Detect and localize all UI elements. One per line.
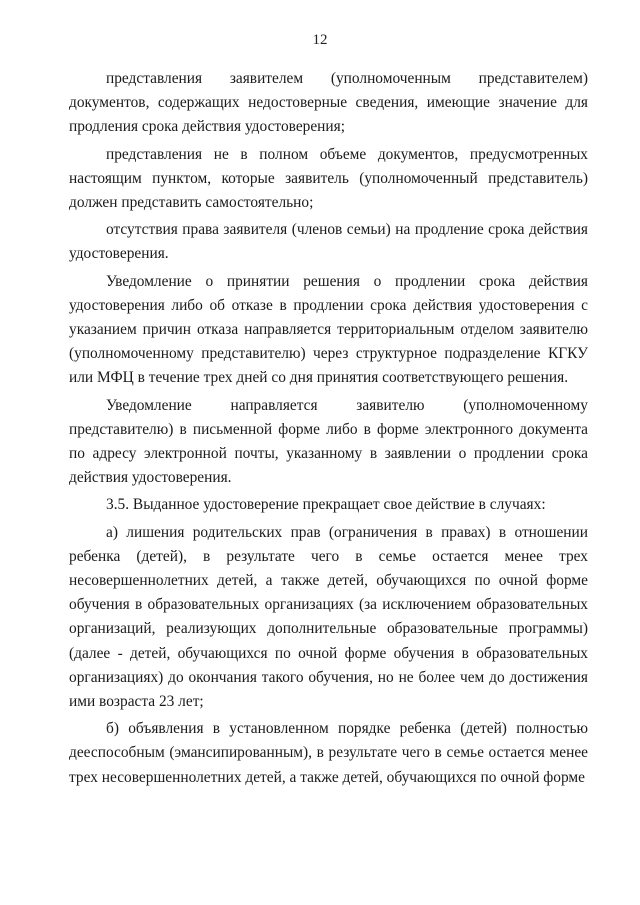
paragraph-notice-delivery: Уведомление направляется заявителю (уполномоченному представителю) в письменной форме либо в форме электронного документа по адресу электронной почты, указанному в заявлении о продлении срока действия удостоверения. bbox=[69, 396, 588, 487]
page-number: 12 bbox=[312, 32, 328, 48]
list-item-b: б) объявления в установленном порядке ребенка (детей) полностью дееспособным (эмансипированным), в результате чего в семье остается менее трех несовершеннолетних детей, а также детей, обучающихся по очной форме bbox=[69, 720, 588, 786]
paragraph-incomplete-documents: представления не в полном объеме документов, предусмотренных настоящим пунктом, которые заявитель (уполномоченный представитель) должен представить самостоятельно; bbox=[69, 145, 588, 212]
section-heading-3-5: 3.5. Выданное удостоверение прекращает свое действие в случаях: bbox=[106, 496, 546, 514]
paragraph-decision-notice: Уведомление о принятии решения о продлении срока действия удостоверения либо об отказе в продлении срока действия удостоверения с указанием причин отказа направляется территориальным отделом заявителю (уполномоченному представителю) через структурное подразделение КГКУ или МФЦ в течение трех дней со дня принятия соответствующего решения. bbox=[69, 272, 588, 387]
document-body bbox=[69, 67, 588, 793]
list-item-a: а) лишения родительских прав (ограничения в правах) в отношении ребенка (детей), в результате чего в семье остается менее трех несовершеннолетних детей, а также детей, обучающихся по очной форме обучения в образовательных организациях (за исключением образовательных организаций, реализующих дополнительные образовательные программы) (далее - детей, обучающихся по очной форме обучения в образовательных организациях) до окончания такого обучения, но не более чем до достижения ими возраста 23 лет; bbox=[69, 523, 588, 711]
paragraph-false-information: представления заявителем (уполномоченным представителем) документов, содержащих недостоверные сведения, имеющие значение для продления срока действия удостоверения; bbox=[69, 70, 588, 136]
paragraph-no-right: отсутствия права заявителя (членов семьи) на продление срока действия удостоверения. bbox=[69, 221, 588, 263]
